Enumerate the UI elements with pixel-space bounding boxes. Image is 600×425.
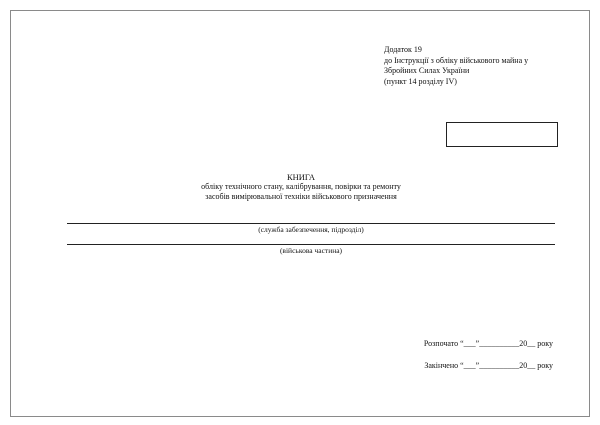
started-date-line: Розпочато “___”__________20__ року: [423, 339, 553, 348]
book-title: [71, 172, 531, 202]
appendix-reference: [384, 45, 584, 87]
finished-date-line: Закінчено “___”__________20__ року: [424, 361, 553, 370]
book-title-line-3: засобів вимірювальної техніки військового призначення: [205, 192, 397, 201]
unit-fill-line: [67, 244, 555, 245]
appendix-forces: Збройних Силах України: [384, 66, 470, 75]
unit-caption: (військова частина): [279, 246, 343, 255]
book-title-heading: КНИГА: [286, 172, 316, 182]
service-caption: (служба забезпечення, підрозділ): [258, 225, 364, 234]
appendix-instruction: до Інструкції з обліку військового майна у: [384, 55, 529, 65]
appendix-number: Додаток 19: [384, 45, 422, 54]
service-fill-line: [67, 223, 555, 224]
book-title-line-2: обліку технічного стану, калібрування, повірки та ремонту: [201, 182, 401, 191]
registration-number-box: [446, 122, 558, 147]
appendix-clause: (пункт 14 розділу IV): [384, 76, 457, 86]
document-page: [10, 10, 590, 417]
